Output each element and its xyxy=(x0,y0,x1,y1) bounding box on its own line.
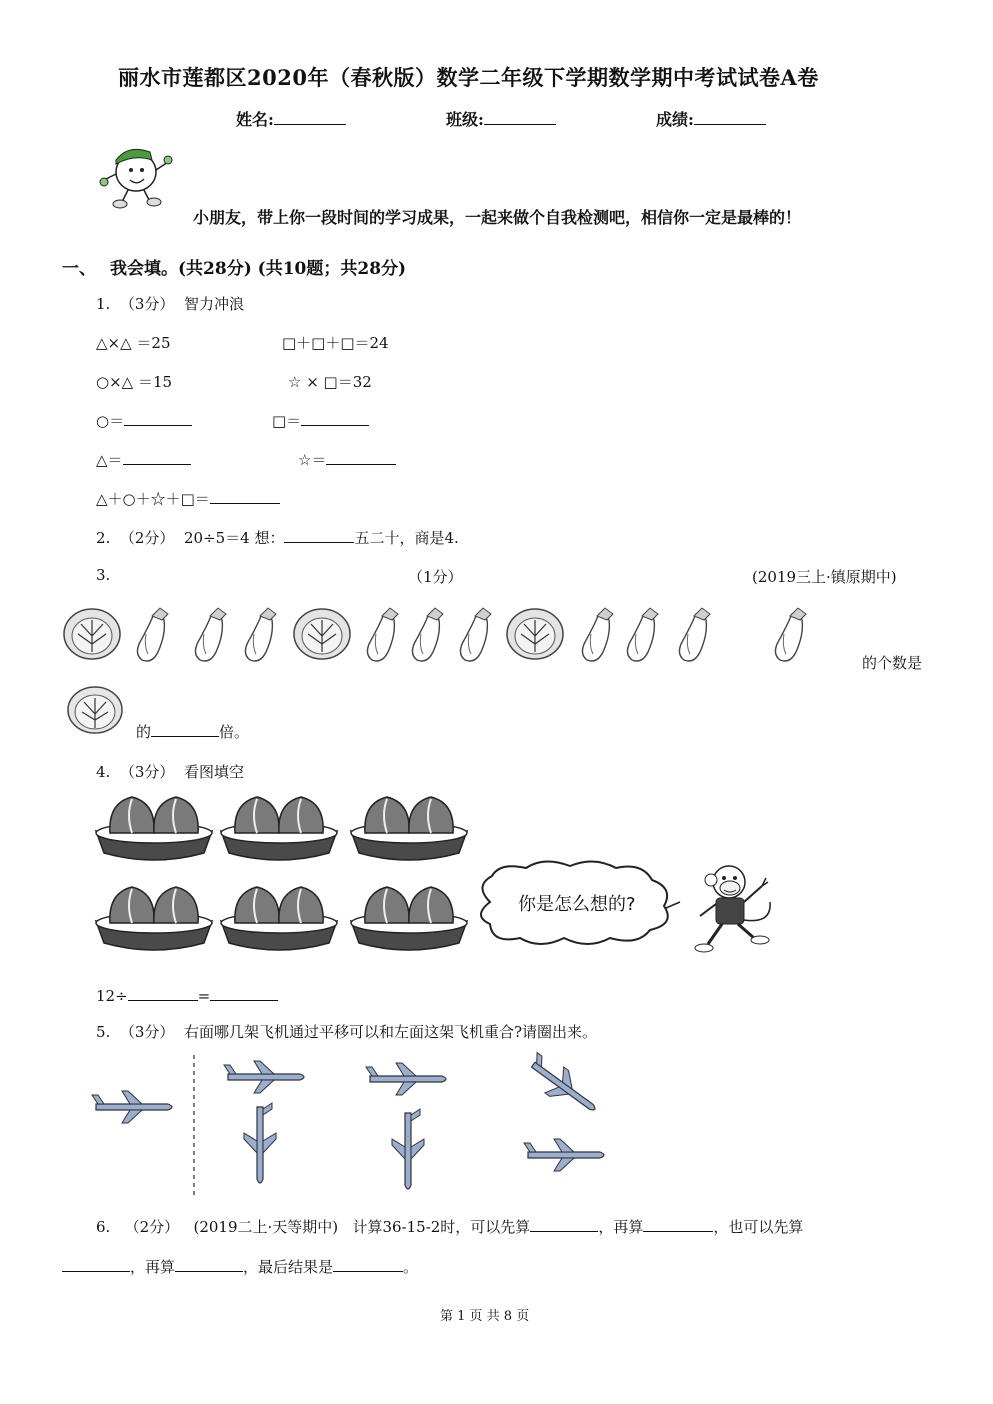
q3-tail2 xyxy=(136,721,249,742)
peach-plate xyxy=(96,797,212,860)
name-field xyxy=(236,107,346,130)
q6-text2: ，再算 xyxy=(598,1218,644,1236)
q6-line2 xyxy=(62,1256,418,1277)
section-heading: 我会填。(共28分) (共10题；共28分) xyxy=(110,259,407,279)
q4-topic: 看图填空 xyxy=(183,763,244,781)
q6-blank-4[interactable] xyxy=(175,1257,243,1272)
q4-blank-2[interactable] xyxy=(210,986,278,1001)
q6-blank-5[interactable] xyxy=(333,1257,403,1272)
q3-blank[interactable] xyxy=(151,722,219,737)
peach-icon xyxy=(154,887,198,923)
peach-icon xyxy=(110,887,154,923)
q5-text: 右面哪几架飞机通过平移可以和左面这架飞机重合?请圈出来。 xyxy=(183,1023,597,1041)
q4-points: （3分） xyxy=(119,763,175,781)
q3-points: （1分） xyxy=(408,568,463,586)
q5-line xyxy=(96,1021,597,1042)
eggplant-icon xyxy=(137,608,168,661)
greeting-text: 小朋友，带上你一段时间的学习成果，一起来做个自我检测吧，相信你一定是最棒的！ xyxy=(193,208,802,227)
q5-points: （3分） xyxy=(119,1023,175,1041)
q1-star-blank[interactable] xyxy=(326,450,396,465)
class-label: 班级: xyxy=(446,110,484,129)
peach-icon xyxy=(279,887,323,923)
q1-triangle-label: △＝ xyxy=(96,451,123,469)
q1-topic: 智力冲浪 xyxy=(183,295,244,313)
q5-airplanes xyxy=(90,1055,630,1195)
q6-blank-1[interactable] xyxy=(530,1217,598,1232)
q4-peach-plates xyxy=(94,795,474,965)
section-number: 一、 xyxy=(62,259,96,279)
peach-icon xyxy=(235,797,279,833)
airplane-option-1-icon[interactable] xyxy=(224,1061,304,1093)
peach-icon xyxy=(279,797,323,833)
q3-source: (2019三上·镇原期中) xyxy=(752,568,897,586)
q1-eq4: ☆ × □＝32 xyxy=(288,373,372,391)
eggplant-icon xyxy=(195,608,226,661)
q2-tail: 五二十，商是4. xyxy=(354,529,459,547)
q1-header xyxy=(96,293,244,314)
q1-square-answer xyxy=(272,410,369,431)
airplane-option-2-icon[interactable] xyxy=(244,1103,276,1183)
q1-sum-label: △＋○＋☆＋□＝ xyxy=(96,490,210,508)
eggplant-icon xyxy=(367,608,398,661)
eggplant-icon xyxy=(627,608,658,661)
q6-text6: 。 xyxy=(403,1258,419,1276)
reference-airplane-icon[interactable] xyxy=(92,1091,172,1123)
q3-cabbage-reference xyxy=(66,684,126,736)
airplane-option-4-icon[interactable] xyxy=(392,1109,424,1189)
q1-eq2: □＋□＋□＝24 xyxy=(282,334,389,352)
q6-blank-2[interactable] xyxy=(643,1217,713,1232)
cabbage-icon xyxy=(64,609,120,659)
q1-number: 1. xyxy=(96,295,111,313)
q1-triangle-answer xyxy=(96,449,191,470)
q4-bubble-text: 你是怎么想的? xyxy=(518,894,636,915)
peach-icon xyxy=(409,797,453,833)
eggplant-icon xyxy=(775,608,806,661)
class-field xyxy=(446,107,556,130)
airplane-option-6-icon[interactable] xyxy=(524,1139,604,1171)
eggplant-icon xyxy=(412,608,443,661)
q1-sum-blank[interactable] xyxy=(210,489,280,504)
eggplant-icon xyxy=(245,608,276,661)
q3-tail2-post: 倍。 xyxy=(219,723,250,741)
peach-plate xyxy=(221,887,337,950)
score-blank[interactable] xyxy=(694,110,766,125)
q6-text1: 计算36-15-2时，可以先算 xyxy=(352,1218,531,1236)
page-title: 丽水市莲都区2020年（春秋版）数学二年级下学期数学期中考试试卷A卷 xyxy=(118,65,819,90)
q2-points: （2分） xyxy=(119,529,175,547)
cabbage-icon xyxy=(294,609,350,659)
name-blank[interactable] xyxy=(274,110,346,125)
q2-expr: 20÷5＝4 想： xyxy=(183,529,285,547)
peach-plate xyxy=(351,797,467,860)
peach-icon xyxy=(365,887,409,923)
q4-monkey-illustration xyxy=(684,858,784,958)
q3-number: 3. xyxy=(96,566,111,584)
eggplant-icon xyxy=(582,608,613,661)
q1-star-answer xyxy=(298,449,396,470)
peach-plate xyxy=(96,887,212,950)
cabbage-icon xyxy=(507,609,563,659)
q1-square-blank[interactable] xyxy=(301,411,369,426)
q2-blank[interactable] xyxy=(284,528,354,543)
q4-expression xyxy=(96,986,278,1005)
q6-source: (2019二上·天等期中) xyxy=(193,1218,339,1236)
peach-icon xyxy=(235,887,279,923)
q1-star-label: ☆＝ xyxy=(298,451,327,469)
q4-header xyxy=(96,761,244,782)
q3-item-row xyxy=(62,600,822,670)
q2-number: 2. xyxy=(96,529,111,547)
peach-icon xyxy=(409,887,453,923)
q3-tail2-pre: 的 xyxy=(136,723,152,741)
q4-number: 4. xyxy=(96,763,111,781)
q4-blank-1[interactable] xyxy=(128,986,198,1001)
q1-circle-answer xyxy=(96,410,192,431)
score-field xyxy=(656,107,766,130)
q6-text3: ，也可以先算 xyxy=(713,1218,804,1236)
q6-line1 xyxy=(96,1216,803,1237)
airplane-option-5-icon[interactable] xyxy=(521,1049,605,1122)
eggplant-icon xyxy=(679,608,710,661)
q1-square-label: □＝ xyxy=(272,412,302,430)
q5-number: 5. xyxy=(96,1023,111,1041)
q1-circle-blank[interactable] xyxy=(124,411,192,426)
q3-picture-row xyxy=(62,600,822,670)
q6-text5: ，最后结果是 xyxy=(243,1258,334,1276)
peach-icon xyxy=(365,797,409,833)
peach-icon xyxy=(110,797,154,833)
q1-circle-label: ○＝ xyxy=(96,412,125,430)
q4-expr-eq: = xyxy=(197,987,211,1005)
q4-expr-pre: 12÷ xyxy=(96,987,128,1005)
q1-eq3: ○×△ ＝15 xyxy=(96,373,173,391)
q6-blank-3[interactable] xyxy=(62,1257,130,1272)
eggplant-icon xyxy=(460,608,491,661)
q6-text4: ，再算 xyxy=(130,1258,176,1276)
q1-triangle-blank[interactable] xyxy=(123,450,191,465)
airplane-option-3-icon[interactable] xyxy=(366,1063,446,1095)
name-label: 姓名: xyxy=(236,110,274,129)
q1-sum-answer xyxy=(96,488,280,509)
q6-number: 6. xyxy=(96,1218,111,1236)
peach-plate xyxy=(221,797,337,860)
score-label: 成绩: xyxy=(656,110,694,129)
q1-points: （3分） xyxy=(119,295,175,313)
q6-points: （2分） xyxy=(124,1218,180,1236)
peach-icon xyxy=(154,797,198,833)
peach-plate xyxy=(351,887,467,950)
page-footer: 第 1 页 共 8 页 xyxy=(440,1309,530,1324)
mascot-illustration xyxy=(98,142,178,212)
q3-tail1: 的个数是 xyxy=(862,654,923,672)
q1-eq1: △×△ ＝25 xyxy=(96,334,171,352)
q2-line xyxy=(96,527,459,548)
class-blank[interactable] xyxy=(484,110,556,125)
